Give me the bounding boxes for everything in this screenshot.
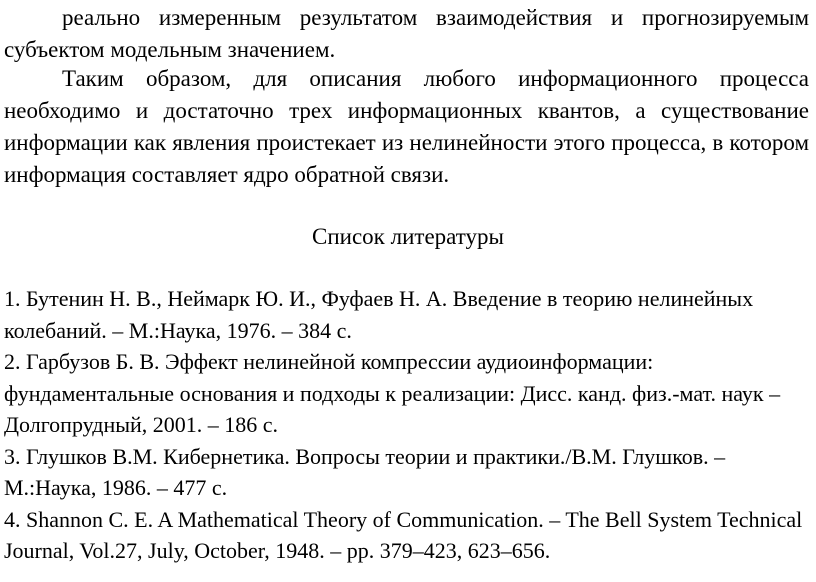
reference-item: 1. Бутенин Н. В., Неймарк Ю. И., Фуфаев Н. А. Введение в теорию нелинейных колебаний. – М.:Наука, 1976. – 384 с. [4, 286, 754, 343]
paragraph-text: Таким образом, для описания любого информационного процесса необходимо и достаточно трех информационных квантов, а существование информации как явления проистекает из нелинейности этого процесса, в котором информация составляет ядро обратной связи. [4, 66, 809, 187]
reference-item: 3. Глушков В.М. Кибернетика. Вопросы теории и практики./В.М. Глушков. – М.:Наука, 1986. – 477 с. [4, 443, 726, 500]
references-heading: Список литературы [312, 224, 504, 249]
paragraph-text: реально измеренным результатом взаимодействия и прогнозируемым субъектом модельным значением. [4, 5, 809, 62]
paragraph-continuation [4, 2, 809, 66]
reference-item: 4. Shannon C. E. A Mathematical Theory of Communication. – The Bell System Technical Journal, Vol.27, July, October, 1948. – pp. 379–423, 623–656. [4, 506, 803, 563]
references-list [4, 283, 812, 567]
paragraph-conclusion [4, 63, 809, 191]
reference-item: 2. Гарбузов Б. В. Эффект нелинейной компрессии аудиоинформации: фундаментальные основания и подходы к реализации: Дисс. канд. физ.-мат. наук – Долгопрудный, 2001. – 186 с. [4, 349, 781, 437]
